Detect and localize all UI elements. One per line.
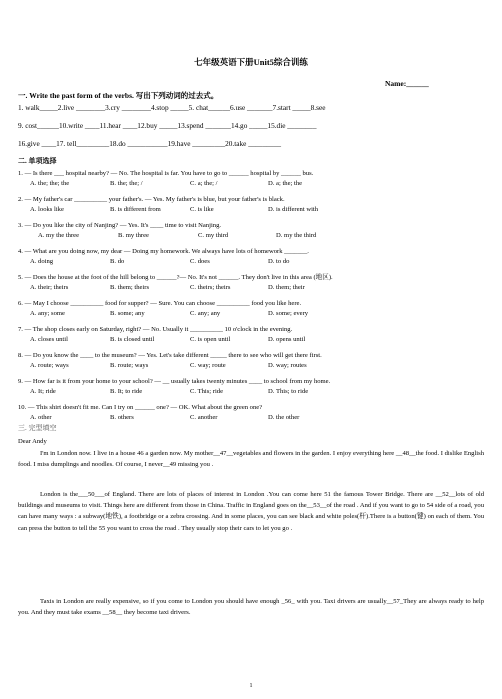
question-10: 10. — This shirt doesn't fit me. Can I try on ______ one? — OK. What about the green one?: [18, 404, 263, 411]
question-1-option-A: A. the; the; the: [30, 180, 70, 187]
question-9-option-D: D. This; to ride: [268, 388, 309, 395]
page-title: 七年级英语下册Unit5综合训练: [194, 57, 308, 67]
question-9-option-C: C. This; ride: [190, 388, 224, 395]
name-label: Name:______: [385, 79, 429, 88]
question-2-option-C: C. is like: [190, 206, 214, 213]
question-4-option-C: C. does: [190, 258, 210, 265]
question-8-option-C: C. way; route: [190, 362, 226, 369]
question-3-option-B: B. my three: [118, 232, 149, 239]
question-2-option-D: D. is different with: [268, 206, 319, 213]
question-10-option-C: C. another: [190, 414, 218, 421]
question-8-option-D: D. way; routes: [268, 362, 307, 369]
passage-paragraph-2: London is the___50___of England. There are lots of places of interest in London .You can come here 51 the famous Tower Bridge. There are __52__lots of old buildings and museums to visit. Things here are different from those in China. Traffic in England goes on the__53__of the road . And if you want to go to 54 side of a road, you can have many ways : a subway(地铁), a footbridge or a zebra crossing. And in some places, you can see black and white poles(杆).There is a button(键) on each of them. You can press the button to tell the 55 you want to cross the road . They usually stop their cars to let you go .: [18, 491, 484, 532]
question-10-option-D: D. the other: [268, 414, 300, 421]
question-8-option-B: B. route; ways: [110, 362, 149, 369]
passage-paragraph-1: I'm in London now. I live in a house 46 a garden now. My mother__47__vegetables and flowers in the garden. I enjoy everything here __48__the food. I dislike English food. I miss dumplings and noodles. Of course, I never__49 missing you .: [18, 450, 484, 469]
question-2-option-B: B. is different from: [110, 206, 161, 213]
question-7-option-B: B. is closed until: [110, 336, 155, 343]
question-1-option-D: D. a; the; the: [268, 180, 303, 187]
question-7-option-D: D. opens until: [268, 336, 306, 343]
question-1-option-C: C. a; the; /: [190, 180, 218, 187]
question-6: 6. — May I choose __________ food for supper? — Sure. You can choose __________ food you like here.: [18, 300, 302, 307]
question-2-option-A: A. looks like: [30, 206, 64, 213]
section3-heading: 三. 完型填空: [18, 424, 57, 432]
question-10-option-B: B. others: [110, 414, 134, 421]
question-6-option-C: C. any; any: [190, 310, 221, 317]
question-7: 7. — The shop closes early on Saturday, right? — No. Usually it __________ 10 o'clock in the evening.: [18, 326, 293, 333]
question-5-option-D: D. them; their: [268, 284, 305, 291]
question-3-option-D: D. my the third: [276, 232, 317, 239]
question-4-option-D: D. to do: [268, 258, 290, 265]
verb-row-2: 9. cost______10.write ____11.hear ____12.buy _____13.spend _______14.go _____15.die ________: [18, 121, 317, 130]
question-4: 4. — What are you doing now, my dear — Doing my homework. We always have lots of homework _______.: [18, 248, 309, 255]
question-5-option-C: C. theirs; theirs: [190, 284, 231, 291]
question-9-option-B: B. It; to ride: [110, 388, 143, 395]
verb-row-3: 16.give ____17. tell_________18.do ___________19.have _________20.take _________: [18, 139, 282, 148]
question-10-option-A: A. other: [30, 414, 52, 421]
question-1-option-B: B. the; the; /: [110, 180, 143, 187]
page-number: 1: [249, 683, 253, 689]
question-1: 1. — Is there ___ hospital nearby? — No. The hospital is far. You have to go to ______ hospital by ______ bus.: [18, 170, 314, 177]
question-3-option-C: C. my third: [198, 232, 229, 239]
question-5: 5. — Does the house at the foot of the hill belong to ______?— No. It's not ______. They don't live in this area (地区).: [18, 274, 333, 281]
question-4-option-B: B. do: [110, 258, 125, 265]
question-2: 2. — My father's car __________ your father's. — Yes. My father's is blue, but your father's is black.: [18, 196, 285, 203]
section2-heading: 二. 单项选择: [18, 157, 57, 165]
question-5-option-A: A. their; theirs: [30, 284, 69, 291]
question-7-option-A: A. closes until: [30, 336, 68, 343]
question-9: 9. — How far is it from your home to your school? — __ usually takes twenty minutes ____ to school from my home.: [18, 378, 331, 385]
section1-heading: 一. Write the past form of the verbs. 写出下列动词的过去式。: [18, 91, 219, 100]
question-5-option-B: B. them; theirs: [110, 284, 150, 291]
question-3-option-A: A. my the three: [38, 232, 80, 239]
question-7-option-C: C. is open until: [190, 336, 231, 343]
question-4-option-A: A. doing: [30, 258, 54, 265]
letter-greeting: Dear Andy: [18, 438, 47, 445]
question-6-option-A: A. any; some: [30, 310, 65, 317]
question-9-option-A: A. It; ride: [30, 388, 56, 395]
passage-paragraph-3: Taxis in London are really expensive, so if you come to London you should have enough _56_ with you. Taxi drivers are usually__57_They are always ready to help you. And they must take exams __58__ they become taxi drivers.: [18, 598, 484, 617]
question-8-option-A: A. route; ways: [30, 362, 69, 369]
question-8: 8. — Do you know the ____ to the museum? — Yes. Let's take different _____ there to see who will get there first.: [18, 352, 322, 359]
verb-row-1: 1. walk_____2.live ________3.cry ________4.stop _____5. chat______6.use _______7.start _____8.see: [18, 103, 326, 112]
question-6-option-B: B. some; any: [110, 310, 145, 317]
question-3: 3. — Do you like the city of Nanjing? — Yes. It's ____ time to visit Nanjing.: [18, 222, 222, 229]
question-6-option-D: D. some; every: [268, 310, 309, 317]
